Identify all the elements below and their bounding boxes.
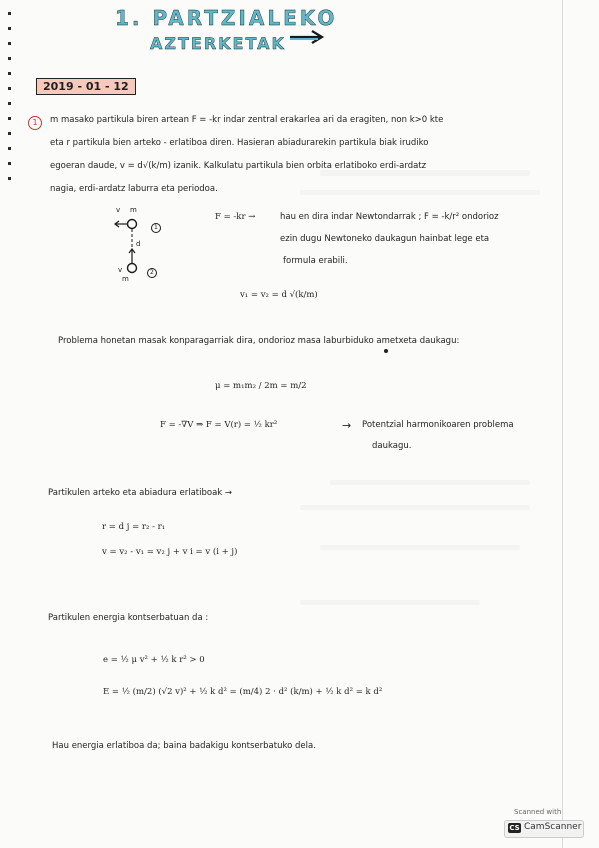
potential-text-1: Potentzial harmonikoaren problema bbox=[362, 420, 514, 430]
scanner-watermark bbox=[504, 808, 584, 838]
relative-velocity-eq: v = v₂ - v₁ = v₂ j + v i = v (i + j) bbox=[102, 547, 238, 557]
bleed-through bbox=[320, 545, 520, 550]
diagram-label-v: v bbox=[116, 206, 121, 214]
potential-arrow-icon: → bbox=[342, 419, 352, 432]
bleed-through bbox=[330, 480, 530, 485]
energy-eq-1: e = ½ μ v² + ½ k r² > 0 bbox=[103, 655, 205, 665]
bleed-through bbox=[300, 505, 530, 510]
ink-dot bbox=[384, 349, 388, 353]
right-arrow-icon bbox=[288, 28, 328, 46]
page-edge-rule bbox=[562, 0, 563, 848]
energy-eq-2: E = ½ (m/2) (√2 v)² + ½ k d² = (m/4) 2 · d² (k/m) + ½ k d² = k d² bbox=[103, 687, 383, 697]
diagram-label-m-top: m bbox=[130, 206, 137, 214]
force-text-3: formula erabili. bbox=[283, 256, 348, 266]
energy-heading: Partikulen energia kontserbatuan da : bbox=[48, 613, 209, 623]
problem-line-1: m masako partikula biren artean F = -kr indar zentral erakarlea ari da eragiten, non k>0 kte bbox=[50, 115, 444, 125]
diagram-marker-2: 2 bbox=[150, 269, 154, 276]
camscanner-logo-icon: CS bbox=[509, 824, 520, 832]
potential-text-2: daukagu. bbox=[372, 441, 412, 451]
diagram-marker-1: 1 bbox=[154, 224, 158, 231]
diagram-label-m-bottom: m bbox=[122, 275, 129, 283]
reduced-mass-intro: Problema honetan masak konparagarriak dira, ondorioz masa laburbiduko ametxeta daukagu: bbox=[58, 336, 460, 346]
problem-number: 1 bbox=[28, 116, 42, 130]
problem-line-3: egoeran daude, v = d√(k/m) izanik. Kalkulatu partikula bien orbita erlatiboko erdi-ardatz bbox=[50, 161, 427, 171]
bleed-through bbox=[300, 600, 480, 605]
scanner-brand: CamScanner bbox=[524, 822, 582, 832]
page-title: 1. PARTZIALEKO bbox=[115, 6, 338, 30]
problem-line-2: eta r partikula bien arteko - erlatiboa diren. Hasieran abiadurarekin partikula biak irudiko bbox=[50, 138, 429, 148]
relative-position-eq: r = d j = r₂ - r₁ bbox=[102, 522, 166, 532]
force-text-1: hau en dira indar Newtondarrak ; F = -k/r² ondorioz bbox=[280, 212, 499, 222]
reduced-mass-eq: μ = m₁m₂ / 2m = m/2 bbox=[215, 381, 307, 391]
bleed-through bbox=[300, 190, 540, 195]
binder-dots bbox=[8, 12, 11, 182]
velocity-eq: v₁ = v₂ = d √(k/m) bbox=[240, 290, 318, 300]
relative-heading: Partikulen arteko eta abiadura erlatiboak → bbox=[48, 488, 233, 498]
force-text-2: ezin dugu Newtoneko daukagun hainbat lege eta bbox=[280, 234, 490, 244]
scanned-with-label: Scanned with bbox=[514, 808, 562, 816]
potential-eq: F = -∇V ⇒ F = V(r) = ½ kr² bbox=[160, 420, 278, 430]
diagram-label-d: d bbox=[136, 240, 141, 248]
diagram-label-v-bottom: v bbox=[118, 266, 123, 274]
page-subtitle: AZTERKETAK bbox=[150, 34, 286, 53]
problem-line-4: nagia, erdi-ardatz laburra eta periodoa. bbox=[50, 184, 218, 194]
date-label: 2019 - 01 - 12 bbox=[36, 78, 136, 95]
force-eq: F = -kr → bbox=[215, 212, 256, 222]
energy-conclusion: Hau energia erlatiboa da; baina badakigu kontserbatuko dela. bbox=[52, 741, 316, 751]
